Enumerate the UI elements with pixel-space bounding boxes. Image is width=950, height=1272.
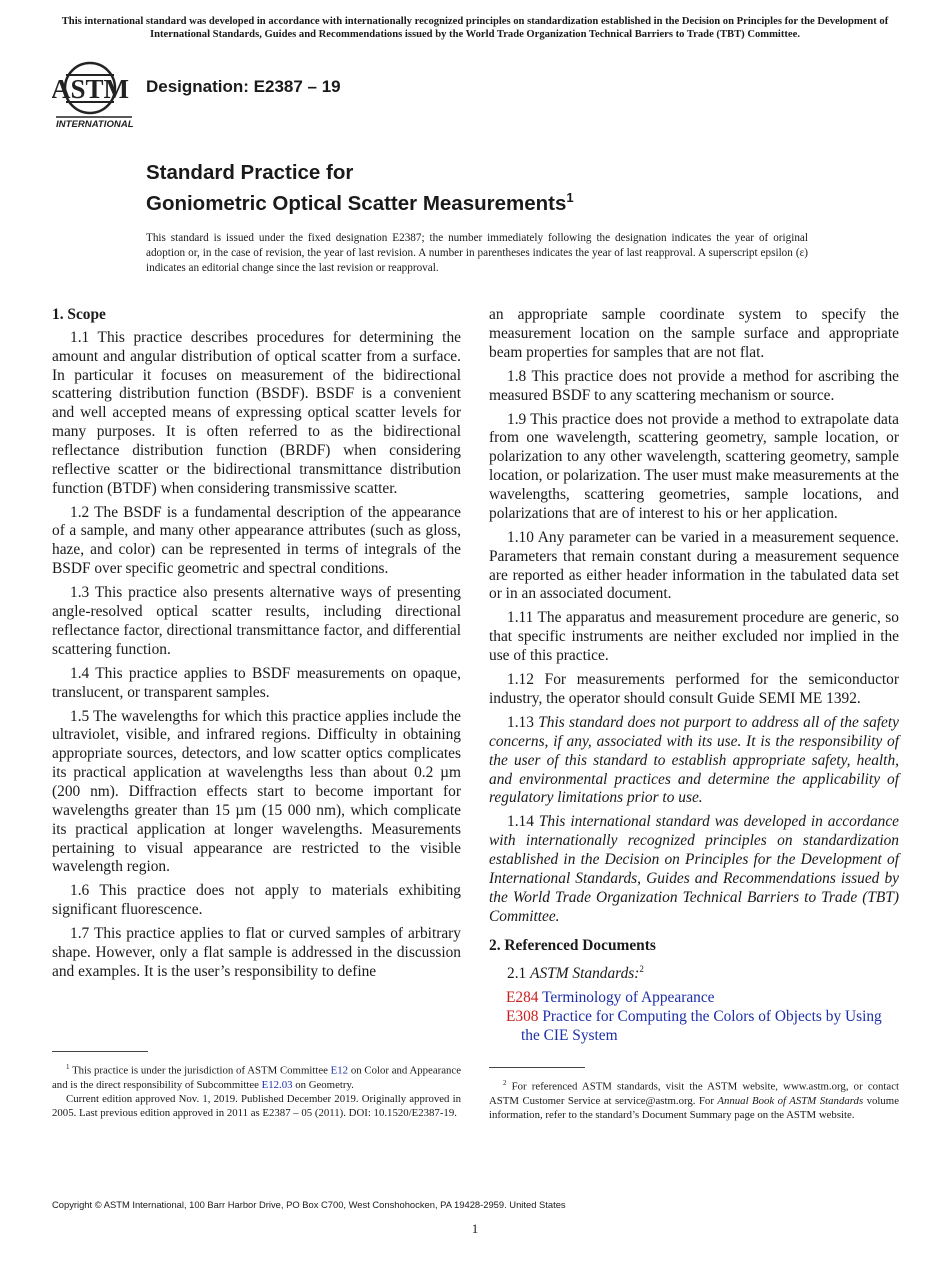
footnote-rule-left: [52, 1051, 148, 1052]
paragraph-1-13: [489, 714, 899, 808]
title-footnote-ref[interactable]: 1: [566, 190, 574, 205]
paragraph-1-6: 1.6 This practice does not apply to materials exhibiting significant fluorescence.: [52, 882, 461, 919]
footnote-1-para: [52, 1060, 461, 1092]
paragraph-1-11: 1.11 The apparatus and measurement procedure are generic, so that specific instruments are neither excluded nor implied in the use of this practice.: [489, 609, 899, 665]
title-line-2: [146, 185, 574, 216]
footnote-2-para: [489, 1076, 899, 1122]
reference-title[interactable]: Practice for Computing the Colors of Objects by Using: [542, 1008, 882, 1026]
reference-code[interactable]: E308: [506, 1008, 539, 1026]
section-1-heading: 1. Scope: [52, 306, 106, 323]
subsection-2-1-label: ASTM Standards:: [530, 965, 640, 983]
subsection-2-1: [489, 960, 899, 984]
footnote-2-text-a: For referenced ASTM standards, visit the ASTM website, www.astm.org, or contact ASTM Customer Service at service@astm.org. For: [489, 1080, 899, 1107]
logo-text-sub: INTERNATIONAL: [56, 119, 134, 130]
reference-e308[interactable]: [489, 1008, 899, 1027]
reference-e284[interactable]: [489, 989, 899, 1008]
logo-text-main: ASTM: [52, 74, 130, 104]
paragraph-1-3: 1.3 This practice also presents alternative ways of presenting angle-resolved optical scatter results, including directional reflectance factor, directional transmittance factor, and differential scattering function.: [52, 584, 461, 658]
paragraph-1-7: 1.7 This practice applies to flat or curved samples of arbitrary shape. However, only a flat sample is addressed in the discussion and examples. It is the user’s responsibility to define: [52, 925, 461, 980]
paragraph-1-5: 1.5 The wavelengths for which this practice applies include the ultraviolet, visible, and infrared regions. Difficulty in obtaining appropriate sources, detectors, and low scatter optics complicates its practical application at wavelengths less than about 0.2 µm (200 nm). Diffraction effects start to become important for wavelengths greater than 15 µm (15 000 nm), which complicate its practical application at longer wavelengths. Measurements pertaining to visual appearance are restricted to the visible wavelength region.: [52, 707, 461, 876]
top-notice: This international standard was developed in accordance with internationally recognized principles on standardization established in the Decision on Principles for the Development of International Standards, Guides and Recommendations issued by the World Trade Organization Technical Barriers to Trade (TBT) Committee.: [61, 16, 889, 40]
paragraph-1-12: 1.12 For measurements performed for the semiconductor industry, the operator should consult Guide SEMI ME 1392.: [489, 671, 899, 707]
paragraph-1-13-body: This standard does not purport to address all of the safety concerns, if any, associated with its use. It is the responsibility of the user of this standard to establish appropriate safety, health, and environmental practices and determine the applicability of regulatory limitations prior to use.: [489, 714, 899, 807]
footnote-1-text-c: on Geometry.: [295, 1078, 354, 1091]
footnote-1-text-b: on Color and Appearance and is the direct responsibility of Subcommittee: [52, 1064, 461, 1091]
section-2-heading: 2. Referenced Documents: [489, 937, 656, 955]
paragraph-1-14: [489, 813, 899, 926]
committee-e12-link[interactable]: E12: [330, 1064, 349, 1077]
subcommittee-e12-03-link[interactable]: E12.03: [261, 1078, 293, 1091]
subsection-2-1-footnote-ref[interactable]: 2: [639, 964, 644, 975]
right-column: [489, 306, 899, 1046]
reference-e308-continued[interactable]: [489, 1027, 899, 1046]
astm-logo: [52, 58, 136, 132]
footnote-2-marker: 2: [503, 1079, 507, 1087]
reference-title-continued[interactable]: the CIE System: [521, 1027, 618, 1045]
designation: Designation: E2387 – 19: [146, 77, 341, 96]
astm-logo-icon: [52, 58, 136, 132]
reference-title[interactable]: Terminology of Appearance: [542, 989, 715, 1007]
title-line-2-text: Goniometric Optical Scatter Measurements: [146, 191, 567, 215]
copyright-line: Copyright © ASTM International, 100 Barr Harbor Drive, PO Box C700, West Conshohocken, PA 19428-2959. United States: [52, 1199, 566, 1210]
footnote-1-edition: Current edition approved Nov. 1, 2019. Published December 2019. Originally approved in 2005. Last previous edition approved in 2011 as E2387 – 05 (2011). DOI: 10.1520/E2387-19.: [52, 1092, 461, 1119]
footnote-2-italic: Annual Book of ASTM Standards: [717, 1094, 864, 1107]
paragraph-1-8: 1.8 This practice does not provide a method for ascribing the measured BSDF to any scattering mechanism or source.: [489, 367, 899, 404]
paragraph-1-1: 1.1 This practice describes procedures for determining the amount and angular distribution of optical scatter from a surface. In particular it focuses on measurement of the bidirectional scattering distribution function (BSDF). BSDF is a convenient and well accepted means of expressing optical scatter levels for many purposes. It is often referred to as the bidirectional reflectance distribution function (BRDF) when considering reflective scatter or the bidirectional transmittance distribution function (BTDF) when considering transmissive scatter.: [52, 328, 461, 497]
issue-note: This standard is issued under the fixed designation E2387; the number immediately following the designation indicates the year of original adoption or, in the case of revision, the year of last revision. A number in parentheses indicates the year of last reapproval. A superscript epsilon (ε) indicates an editorial change since the last revision or reapproval.: [146, 232, 808, 274]
paragraph-1-4: 1.4 This practice applies to BSDF measurements on opaque, translucent, or transparent samples.: [52, 664, 461, 701]
footnote-2-text-b: volume information, refer to the standard’s Document Summary page on the ASTM website.: [489, 1094, 899, 1121]
paragraph-1-10: 1.10 Any parameter can be varied in a measurement sequence. Parameters that remain constant during a measurement sequence are reported as either header information in the tabulated data set or in an associated document.: [489, 528, 899, 603]
footnote-2: [489, 1076, 899, 1122]
page-number: 1: [471, 1221, 479, 1236]
subsection-2-1-number: 2.1: [507, 965, 527, 983]
paragraph-1-2: 1.2 The BSDF is a fundamental description of the appearance of a sample, and many other appearance attributes (such as gloss, haze, and color) can be represented in terms of integrals of the BSDF over specific geometric and spectral conditions.: [52, 503, 461, 578]
paragraph-1-13-number: 1.13: [507, 714, 534, 731]
title-line-1: Standard Practice for: [146, 161, 354, 184]
paragraph-1-14-body: This international standard was developed in accordance with internationally recognized principles on standardization established in the Decision on Principles for the Development of International Standards, Guides and Recommendations issued by the World Trade Organization Technical Barriers to Trade (TBT) Committee.: [489, 813, 899, 925]
reference-code[interactable]: E284: [506, 989, 539, 1007]
paragraph-1-9: 1.9 This practice does not provide a method to extrapolate data from one wavelength, scattering geometry, sample location, or polarization to any other wavelength, scattering geometry, sample location, or polarization. The user must make measurements at the wavelengths, scattering geometries, sample locations, and polarizations that are of interest to his or her application.: [489, 410, 899, 522]
footnote-1: [52, 1060, 461, 1120]
footnote-1-text-a: This practice is under the jurisdiction of ASTM Committee: [72, 1064, 328, 1077]
footnote-rule-right: [489, 1067, 585, 1068]
paragraph-1-7-continued: an appropriate sample coordinate system to specify the measurement location on the sample surface and appropriate beam properties for samples that are not flat.: [489, 306, 899, 361]
paragraph-1-14-number: 1.14: [507, 813, 534, 831]
footnote-1-marker: 1: [66, 1063, 70, 1071]
left-column: [52, 306, 461, 987]
document-title: [146, 160, 574, 216]
